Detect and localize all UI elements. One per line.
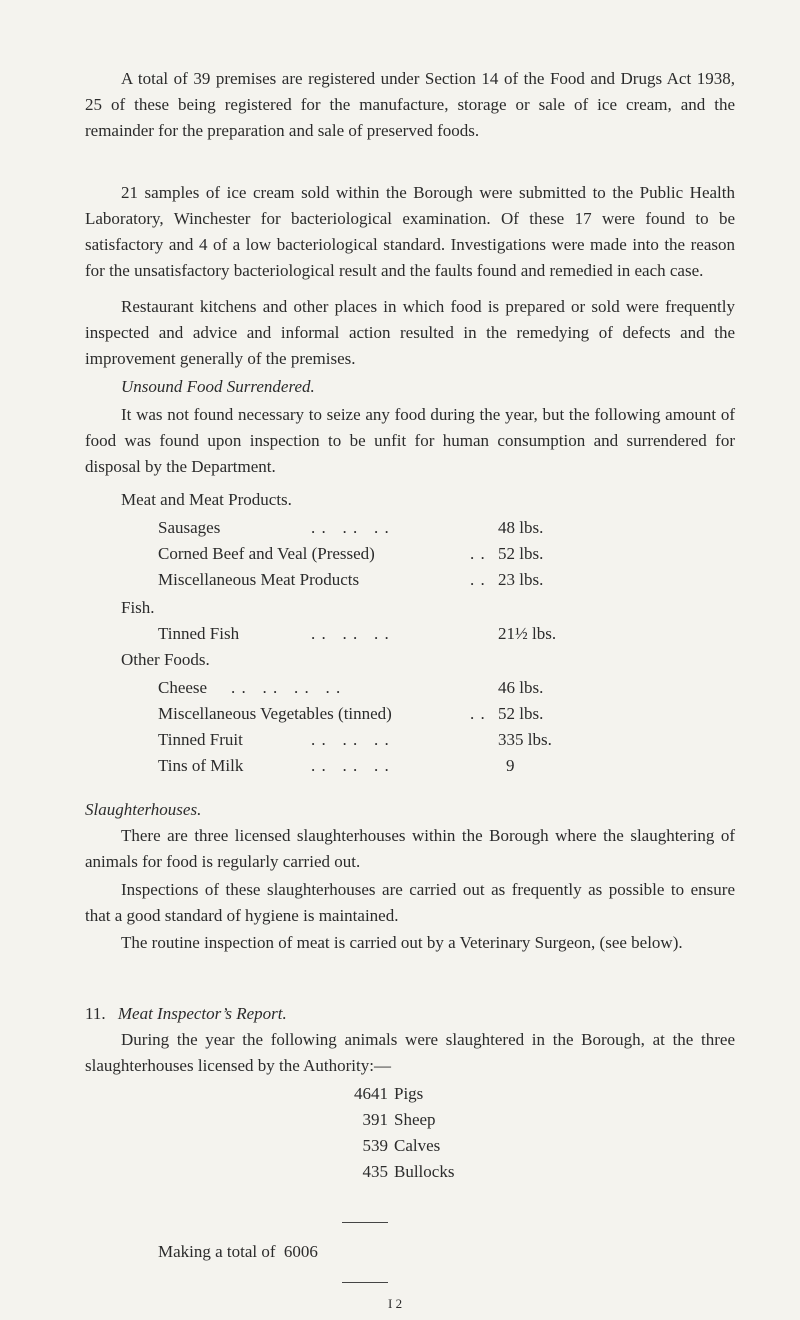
item-quantity: 23 lbs.: [498, 570, 544, 589]
divider: [342, 1222, 388, 1223]
list-item: [340, 1133, 580, 1159]
leader-dots: . .: [470, 570, 486, 589]
item-quantity: 335 lbs.: [498, 730, 552, 749]
page-number: I 2: [388, 1296, 403, 1311]
leader-dots: . . . . . . . .: [231, 678, 342, 697]
item-name: Corned Beef and Veal (Pressed): [158, 544, 375, 563]
list-item: [158, 675, 628, 701]
item-name: Miscellaneous Vegetables (tinned): [158, 704, 392, 723]
item-name: Miscellaneous Meat Products: [158, 570, 360, 589]
list-item: [158, 701, 628, 727]
slaughterhouses-heading: Slaughterhouses.: [85, 800, 202, 819]
item-quantity: 48 lbs.: [498, 518, 544, 537]
animal-count: 4641: [354, 1084, 388, 1103]
item-name: Sausages: [158, 518, 221, 537]
paragraph-report-intro: During the year the following animals were slaughtered in the Borough, at the three slaughterhouses licensed by the Authority:—: [85, 1030, 735, 1075]
divider: [342, 1282, 388, 1283]
paragraph-routine-inspection: The routine inspection of meat is carried out by a Veterinary Surgeon, (see below).: [121, 933, 683, 952]
paragraph-premises: A total of 39 premises are registered under Section 14 of the Food and Drugs Act 1938, 25 of these being registered for the manufacture, storage or sale of ice cream, and the remainder for the preparation and sale of preserved foods.: [85, 69, 735, 140]
item-quantity: 21½ lbs.: [498, 624, 557, 643]
item-name: Cheese: [158, 678, 208, 697]
list-item: [158, 753, 628, 779]
list-item: [158, 727, 628, 753]
total-line: [158, 1239, 318, 1265]
section-number: 11.: [85, 1004, 106, 1023]
animal-count: 391: [362, 1110, 388, 1129]
animal-kind: Bullocks: [394, 1162, 455, 1181]
leader-dots: . .: [470, 704, 486, 723]
animal-kind: Calves: [394, 1136, 441, 1155]
item-quantity: 52 lbs.: [498, 704, 544, 723]
paragraph-restaurants: Restaurant kitchens and other places in which food is prepared or sold were frequently inspected and advice and informal action resulted in the remedying of defects and the improvement generally of the premises.: [85, 297, 735, 368]
list-item: [158, 567, 628, 593]
item-name: Tinned Fruit: [158, 730, 243, 749]
report-heading: [85, 1001, 287, 1027]
item-quantity: 9: [506, 756, 515, 775]
category-other: Other Foods.: [121, 650, 210, 669]
item-name: Tins of Milk: [158, 756, 244, 775]
list-item: [158, 515, 628, 541]
paragraph-inspections: Inspections of these slaughterhouses are carried out as frequently as possible to ensure that a good standard of hygiene is maintained.: [85, 880, 735, 925]
list-item: [158, 541, 628, 567]
animal-count: 435: [362, 1162, 388, 1181]
list-item: [340, 1107, 580, 1133]
report-title: Meat Inspector’s Report.: [117, 1004, 287, 1023]
animal-count: 539: [362, 1136, 388, 1155]
total-label: Making a total of: [158, 1242, 276, 1261]
animal-kind: Sheep: [394, 1110, 436, 1129]
item-quantity: 46 lbs.: [498, 678, 544, 697]
category-fish: Fish.: [121, 598, 155, 617]
leader-dots: . . . . . .: [311, 756, 390, 775]
leader-dots: . . . . . .: [311, 730, 390, 749]
paragraph-unsound-intro: It was not found necessary to seize any food during the year, but the following amount of food was found upon inspection to be unfit for human consumption and surrendered for disposal by the Department.: [85, 405, 735, 476]
leader-dots: . . . . . .: [311, 624, 390, 643]
animal-kind: Pigs: [394, 1084, 424, 1103]
total-value: 6006: [283, 1242, 318, 1261]
paragraph-slaughterhouses: There are three licensed slaughterhouses within the Borough where the slaughtering of animals for food is regularly carried out.: [85, 826, 735, 871]
leader-dots: . . . . . .: [311, 518, 390, 537]
unsound-food-heading: Unsound Food Surrendered.: [121, 377, 315, 396]
item-quantity: 52 lbs.: [498, 544, 544, 563]
list-item: [340, 1159, 580, 1185]
list-item: [340, 1081, 580, 1107]
leader-dots: . .: [470, 544, 486, 563]
list-item: [158, 621, 628, 647]
item-name: Tinned Fish: [158, 624, 240, 643]
paragraph-ice-cream: 21 samples of ice cream sold within the Borough were submitted to the Public Health Laboratory, Winchester for bacteriological examination. Of these 17 were found to be satisfactory and 4 of a low bacteriological standard. Investigations were made into the reason for the unsatisfactory bacteriological result and the faults found and remedied in each case.: [85, 183, 735, 280]
category-meat: Meat and Meat Products.: [121, 490, 292, 509]
